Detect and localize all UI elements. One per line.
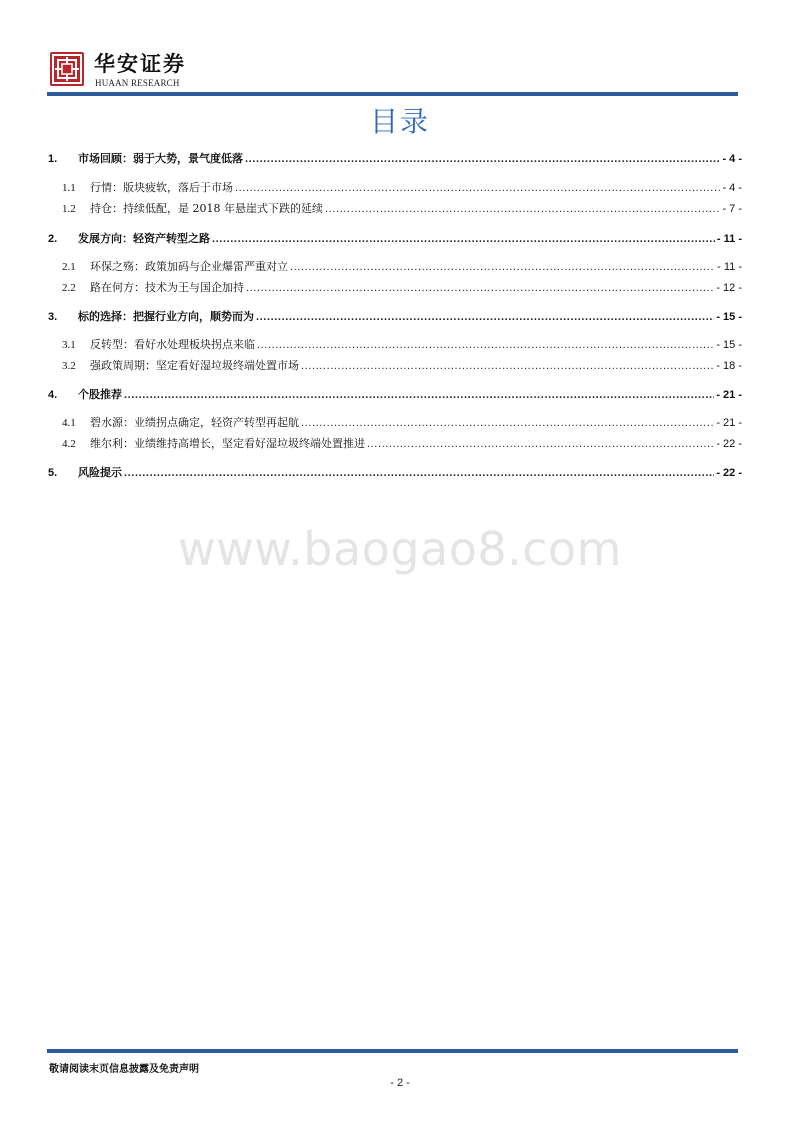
toc-section-entry[interactable] (48, 230, 742, 248)
toc-section-entry[interactable] (48, 308, 742, 326)
brand-name-en: HUAAN RESEARCH (95, 78, 180, 88)
toc-entry-number: 4.1 (62, 417, 76, 429)
toc-dot-leader (124, 467, 714, 479)
toc-entry-number: 2.2 (62, 282, 76, 294)
toc-entry-page: - 4 - (722, 153, 742, 165)
toc-entry-number: 2.1 (62, 261, 76, 273)
toc-subsection-entry[interactable] (48, 435, 742, 453)
toc-dot-leader (235, 182, 720, 194)
watermark: www.baogao8.com (178, 522, 622, 576)
page-number: - 2 - (390, 1077, 410, 1089)
toc-entry-label: 市场回顾：弱于大势，景气度低落 (78, 152, 243, 165)
huaan-logo-icon (50, 52, 84, 86)
toc-entry-label: 风险提示 (78, 466, 122, 479)
toc-entry-label: 碧水源：业绩拐点确定，轻资产转型再起航 (90, 416, 299, 429)
toc-subsection-entry[interactable] (48, 179, 742, 197)
toc-entry-page: - 22 - (716, 467, 742, 479)
toc-entry-number: 5. (48, 467, 58, 479)
toc-section-entry[interactable] (48, 386, 742, 404)
toc-entry-label: 标的选择：把握行业方向，顺势而为 (78, 310, 254, 323)
toc-entry-label: 个股推荐 (78, 388, 122, 401)
toc-dot-leader (256, 311, 714, 323)
toc-entry-label: 环保之殇：政策加码与企业爆雷严重对立 (90, 260, 288, 273)
toc-entry-number: 2. (48, 233, 58, 245)
toc-entry-page: - 15 - (716, 311, 742, 323)
toc-subsection-entry[interactable] (48, 414, 742, 432)
toc-dot-leader (325, 203, 720, 215)
toc-entry-number: 3.1 (62, 339, 76, 351)
toc-entry-label: 发展方向：轻资产转型之路 (78, 232, 210, 245)
toc-dot-leader (367, 438, 714, 450)
toc-dot-leader (301, 417, 714, 429)
toc-dot-leader (245, 153, 720, 165)
toc-entry-label: 路在何方：技术为王与国企加持 (90, 281, 244, 294)
toc-entry-number: 3.2 (62, 360, 76, 372)
toc-section-entry[interactable] (48, 464, 742, 482)
toc-entry-number: 1. (48, 153, 58, 165)
toc-dot-leader (301, 360, 714, 372)
toc-entry-page: - 18 - (716, 360, 742, 372)
toc-subsection-entry[interactable] (48, 279, 742, 297)
toc-entry-number: 3. (48, 311, 58, 323)
toc-subsection-entry[interactable] (48, 336, 742, 354)
toc-entry-page: - 21 - (716, 389, 742, 401)
toc-entry-label: 强政策周期：坚定看好湿垃圾终端处置市场 (90, 359, 299, 372)
toc-dot-leader (124, 389, 714, 401)
toc-entry-label: 行情：版块疲软，落后于市场 (90, 181, 233, 194)
toc-entry-page: - 11 - (717, 261, 742, 273)
toc-entry-page: - 21 - (716, 417, 742, 429)
toc-dot-leader (290, 261, 715, 273)
header-divider (47, 92, 738, 96)
toc-subsection-entry[interactable] (48, 357, 742, 375)
toc-entry-page: - 7 - (722, 203, 742, 215)
toc-entry-label: 反转型：看好水处理板块拐点来临 (90, 338, 255, 351)
footer-divider (47, 1049, 738, 1053)
disclaimer-note: 敬请阅读末页信息披露及免责声明 (49, 1064, 199, 1075)
toc-entry-number: 1.2 (62, 203, 76, 215)
toc-title: 目录 (369, 105, 430, 138)
toc-entry-number: 4. (48, 389, 58, 401)
toc-dot-leader (257, 339, 714, 351)
toc-subsection-entry[interactable] (48, 258, 742, 276)
toc-entry-page: - 11 - (716, 233, 742, 245)
toc-entry-label: 维尔利：业绩维持高增长，坚定看好湿垃圾终端处置推进 (90, 437, 365, 450)
toc-entry-page: - 12 - (716, 282, 742, 294)
toc-entry-page: - 22 - (716, 438, 742, 450)
toc-subsection-entry[interactable] (48, 200, 742, 218)
toc-entry-page: - 15 - (716, 339, 742, 351)
toc-section-entry[interactable] (48, 150, 742, 168)
toc-entry-number: 1.1 (62, 182, 76, 194)
toc-dot-leader (246, 282, 714, 294)
toc-dot-leader (212, 233, 715, 245)
toc-entry-label: 持仓：持续低配，是 2018 年悬崖式下跌的延续 (90, 202, 323, 215)
toc-entry-number: 4.2 (62, 438, 76, 450)
toc-entry-page: - 4 - (722, 182, 742, 194)
brand-name-cn: 华安证券 (94, 51, 186, 76)
